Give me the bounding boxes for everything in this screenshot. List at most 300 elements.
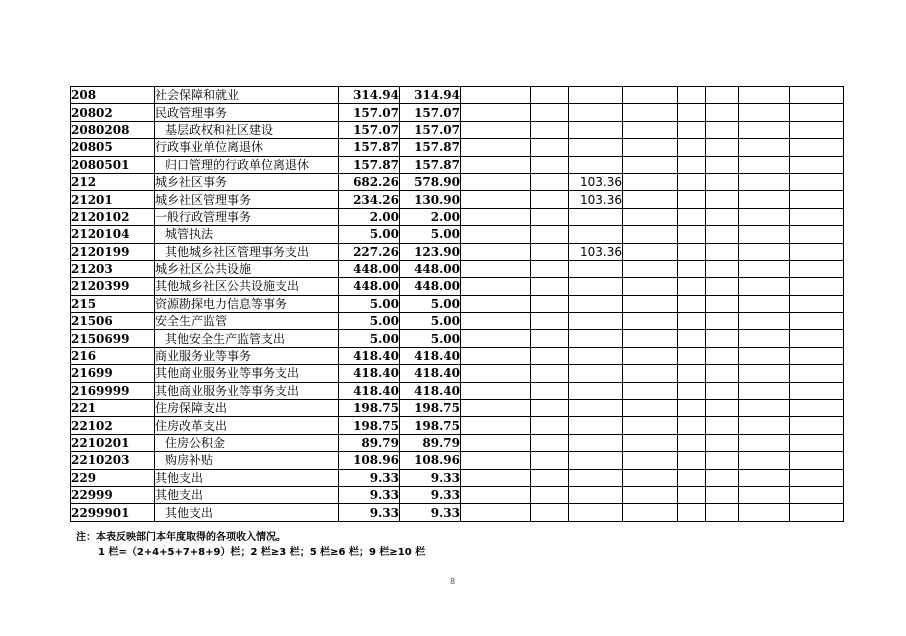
empty-cell <box>461 347 531 364</box>
page-number: 8 <box>450 577 456 586</box>
empty-cell <box>790 260 844 277</box>
table-row <box>71 382 844 399</box>
empty-cell <box>739 260 790 277</box>
empty-cell <box>678 121 706 138</box>
fiscal-allocation-cell: 314.94 <box>400 87 461 104</box>
empty-cell <box>678 330 706 347</box>
empty-cell <box>531 313 569 330</box>
subject-name-cell: 其他支出 <box>155 504 339 521</box>
total-income-cell: 2.00 <box>339 208 400 225</box>
empty-cell <box>531 87 569 104</box>
empty-cell <box>678 313 706 330</box>
fiscal-allocation-cell: 418.40 <box>400 347 461 364</box>
empty-cell <box>461 278 531 295</box>
empty-cell <box>706 208 739 225</box>
total-income-cell: 9.33 <box>339 486 400 503</box>
empty-cell <box>623 469 678 486</box>
other-income-cell <box>569 139 623 156</box>
empty-cell <box>623 330 678 347</box>
empty-cell <box>461 104 531 121</box>
fiscal-allocation-cell: 157.87 <box>400 139 461 156</box>
empty-cell <box>739 434 790 451</box>
subject-name-cell: 社会保障和就业 <box>155 87 339 104</box>
empty-cell <box>739 330 790 347</box>
empty-cell <box>531 208 569 225</box>
fiscal-allocation-cell: 448.00 <box>400 260 461 277</box>
empty-cell <box>739 452 790 469</box>
other-income-cell <box>569 417 623 434</box>
empty-cell <box>678 260 706 277</box>
empty-cell <box>678 295 706 312</box>
table-row <box>71 208 844 225</box>
table-row <box>71 313 844 330</box>
empty-cell <box>790 313 844 330</box>
empty-cell <box>706 295 739 312</box>
subject-name-cell: 其他安全生产监管支出 <box>155 330 339 347</box>
other-income-cell <box>569 382 623 399</box>
empty-cell <box>790 400 844 417</box>
subject-code-cell: 21506 <box>71 313 155 330</box>
empty-cell <box>790 469 844 486</box>
empty-cell <box>623 295 678 312</box>
table-row <box>71 486 844 503</box>
empty-cell <box>623 382 678 399</box>
empty-cell <box>790 504 844 521</box>
subject-name-cell: 其他支出 <box>155 486 339 503</box>
empty-cell <box>706 243 739 260</box>
subject-name-cell: 行政事业单位离退休 <box>155 139 339 156</box>
empty-cell <box>461 173 531 190</box>
empty-cell <box>623 191 678 208</box>
empty-cell <box>461 469 531 486</box>
subject-code-cell: 20805 <box>71 139 155 156</box>
subject-name-cell: 其他城乡社区管理事务支出 <box>155 243 339 260</box>
other-income-cell <box>569 226 623 243</box>
table-row <box>71 243 844 260</box>
subject-code-cell: 21203 <box>71 260 155 277</box>
empty-cell <box>623 243 678 260</box>
empty-cell <box>706 278 739 295</box>
total-income-cell: 448.00 <box>339 278 400 295</box>
empty-cell <box>531 104 569 121</box>
empty-cell <box>461 260 531 277</box>
empty-cell <box>623 504 678 521</box>
empty-cell <box>623 278 678 295</box>
empty-cell <box>790 191 844 208</box>
empty-cell <box>790 382 844 399</box>
other-income-cell <box>569 486 623 503</box>
subject-name-cell: 基层政权和社区建设 <box>155 121 339 138</box>
empty-cell <box>790 365 844 382</box>
empty-cell <box>461 243 531 260</box>
subject-code-cell: 2210201 <box>71 434 155 451</box>
empty-cell <box>531 278 569 295</box>
other-income-cell <box>569 260 623 277</box>
empty-cell <box>706 191 739 208</box>
empty-cell <box>678 156 706 173</box>
empty-cell <box>678 434 706 451</box>
fiscal-allocation-cell: 5.00 <box>400 313 461 330</box>
empty-cell <box>790 278 844 295</box>
subject-code-cell: 208 <box>71 87 155 104</box>
subject-code-cell: 20802 <box>71 104 155 121</box>
total-income-cell: 157.87 <box>339 139 400 156</box>
subject-code-cell: 2210203 <box>71 452 155 469</box>
subject-code-cell: 215 <box>71 295 155 312</box>
subject-name-cell: 安全生产监管 <box>155 313 339 330</box>
empty-cell <box>678 382 706 399</box>
total-income-cell: 234.26 <box>339 191 400 208</box>
total-income-cell: 198.75 <box>339 400 400 417</box>
empty-cell <box>678 104 706 121</box>
empty-cell <box>739 87 790 104</box>
empty-cell <box>790 139 844 156</box>
empty-cell <box>531 139 569 156</box>
total-income-cell: 89.79 <box>339 434 400 451</box>
subject-code-cell: 22999 <box>71 486 155 503</box>
other-income-cell <box>569 121 623 138</box>
fiscal-allocation-cell: 89.79 <box>400 434 461 451</box>
empty-cell <box>531 347 569 364</box>
empty-cell <box>623 400 678 417</box>
empty-cell <box>678 347 706 364</box>
empty-cell <box>790 347 844 364</box>
fiscal-allocation-cell: 5.00 <box>400 226 461 243</box>
empty-cell <box>706 330 739 347</box>
subject-code-cell: 2080501 <box>71 156 155 173</box>
subject-name-cell: 其他商业服务业等事务支出 <box>155 382 339 399</box>
empty-cell <box>678 365 706 382</box>
subject-name-cell: 商业服务业等事务 <box>155 347 339 364</box>
fiscal-allocation-cell: 5.00 <box>400 330 461 347</box>
empty-cell <box>739 347 790 364</box>
total-income-cell: 418.40 <box>339 347 400 364</box>
empty-cell <box>739 243 790 260</box>
subject-name-cell: 归口管理的行政单位离退休 <box>155 156 339 173</box>
subject-name-cell: 城管执法 <box>155 226 339 243</box>
table-row <box>71 417 844 434</box>
empty-cell <box>706 313 739 330</box>
empty-cell <box>461 417 531 434</box>
subject-name-cell: 城乡社区公共设施 <box>155 260 339 277</box>
other-income-cell <box>569 469 623 486</box>
empty-cell <box>678 226 706 243</box>
empty-cell <box>706 434 739 451</box>
empty-cell <box>739 313 790 330</box>
subject-code-cell: 2120199 <box>71 243 155 260</box>
empty-cell <box>461 486 531 503</box>
subject-name-cell: 其他支出 <box>155 469 339 486</box>
subject-name-cell: 城乡社区管理事务 <box>155 191 339 208</box>
empty-cell <box>790 208 844 225</box>
subject-code-cell: 2120104 <box>71 226 155 243</box>
total-income-cell: 5.00 <box>339 295 400 312</box>
empty-cell <box>531 330 569 347</box>
subject-code-cell: 21201 <box>71 191 155 208</box>
empty-cell <box>739 139 790 156</box>
empty-cell <box>739 121 790 138</box>
empty-cell <box>461 208 531 225</box>
empty-cell <box>531 156 569 173</box>
fiscal-allocation-cell: 157.07 <box>400 121 461 138</box>
empty-cell <box>706 347 739 364</box>
table-row <box>71 452 844 469</box>
empty-cell <box>678 452 706 469</box>
empty-cell <box>678 504 706 521</box>
subject-name-cell: 一般行政管理事务 <box>155 208 339 225</box>
subject-code-cell: 221 <box>71 400 155 417</box>
empty-cell <box>623 226 678 243</box>
empty-cell <box>623 208 678 225</box>
total-income-cell: 157.07 <box>339 104 400 121</box>
empty-cell <box>623 486 678 503</box>
other-income-cell <box>569 104 623 121</box>
other-income-cell: 103.36 <box>569 191 623 208</box>
empty-cell <box>461 87 531 104</box>
empty-cell <box>531 486 569 503</box>
empty-cell <box>739 278 790 295</box>
empty-cell <box>461 295 531 312</box>
total-income-cell: 418.40 <box>339 382 400 399</box>
other-income-cell <box>569 400 623 417</box>
empty-cell <box>790 104 844 121</box>
fiscal-allocation-cell: 2.00 <box>400 208 461 225</box>
empty-cell <box>706 452 739 469</box>
empty-cell <box>623 260 678 277</box>
empty-cell <box>706 382 739 399</box>
empty-cell <box>531 191 569 208</box>
other-income-cell <box>569 434 623 451</box>
other-income-cell <box>569 295 623 312</box>
empty-cell <box>739 486 790 503</box>
other-income-cell <box>569 365 623 382</box>
empty-cell <box>790 486 844 503</box>
table-row <box>71 121 844 138</box>
fiscal-allocation-cell: 157.07 <box>400 104 461 121</box>
fiscal-allocation-cell: 123.90 <box>400 243 461 260</box>
empty-cell <box>461 139 531 156</box>
table-row <box>71 278 844 295</box>
total-income-cell: 682.26 <box>339 173 400 190</box>
empty-cell <box>706 486 739 503</box>
empty-cell <box>790 330 844 347</box>
empty-cell <box>531 504 569 521</box>
income-table <box>70 86 844 522</box>
empty-cell <box>623 313 678 330</box>
table-row <box>71 139 844 156</box>
total-income-cell: 314.94 <box>339 87 400 104</box>
empty-cell <box>531 400 569 417</box>
empty-cell <box>739 156 790 173</box>
empty-cell <box>790 156 844 173</box>
table-row <box>71 330 844 347</box>
fiscal-allocation-cell: 157.87 <box>400 156 461 173</box>
empty-cell <box>678 417 706 434</box>
empty-cell <box>461 400 531 417</box>
empty-cell <box>678 278 706 295</box>
empty-cell <box>678 469 706 486</box>
other-income-cell <box>569 208 623 225</box>
empty-cell <box>739 469 790 486</box>
empty-cell <box>790 452 844 469</box>
empty-cell <box>790 87 844 104</box>
subject-code-cell: 21699 <box>71 365 155 382</box>
empty-cell <box>531 365 569 382</box>
other-income-cell: 103.36 <box>569 243 623 260</box>
table-row <box>71 365 844 382</box>
total-income-cell: 157.87 <box>339 156 400 173</box>
subject-code-cell: 2150699 <box>71 330 155 347</box>
empty-cell <box>678 208 706 225</box>
empty-cell <box>461 382 531 399</box>
empty-cell <box>461 121 531 138</box>
empty-cell <box>790 121 844 138</box>
subject-name-cell: 住房改革支出 <box>155 417 339 434</box>
empty-cell <box>678 486 706 503</box>
table-row <box>71 504 844 521</box>
fiscal-allocation-cell: 578.90 <box>400 173 461 190</box>
fiscal-allocation-cell: 418.40 <box>400 365 461 382</box>
total-income-cell: 108.96 <box>339 452 400 469</box>
total-income-cell: 227.26 <box>339 243 400 260</box>
empty-cell <box>706 365 739 382</box>
empty-cell <box>739 104 790 121</box>
empty-cell <box>678 191 706 208</box>
empty-cell <box>706 226 739 243</box>
empty-cell <box>461 191 531 208</box>
empty-cell <box>790 295 844 312</box>
subject-name-cell: 购房补贴 <box>155 452 339 469</box>
subject-name-cell: 住房公积金 <box>155 434 339 451</box>
table-row <box>71 104 844 121</box>
empty-cell <box>531 121 569 138</box>
table-row <box>71 295 844 312</box>
empty-cell <box>461 452 531 469</box>
empty-cell <box>531 243 569 260</box>
empty-cell <box>706 400 739 417</box>
fiscal-allocation-cell: 9.33 <box>400 469 461 486</box>
table-row <box>71 434 844 451</box>
table-row <box>71 226 844 243</box>
fiscal-allocation-cell: 130.90 <box>400 191 461 208</box>
empty-cell <box>790 173 844 190</box>
empty-cell <box>678 139 706 156</box>
subject-code-cell: 216 <box>71 347 155 364</box>
column-rule-note: 1 栏=（2+4+5+7+8+9）栏；2 栏≥3 栏；5 栏≥6 栏；9 栏≥10 栏 <box>98 547 426 558</box>
empty-cell <box>706 504 739 521</box>
other-income-cell <box>569 87 623 104</box>
other-income-cell <box>569 452 623 469</box>
table-row <box>71 347 844 364</box>
subject-code-cell: 229 <box>71 469 155 486</box>
empty-cell <box>623 104 678 121</box>
empty-cell <box>706 156 739 173</box>
subject-name-cell: 城乡社区事务 <box>155 173 339 190</box>
subject-name-cell: 住房保障支出 <box>155 400 339 417</box>
empty-cell <box>706 121 739 138</box>
fiscal-allocation-cell: 9.33 <box>400 504 461 521</box>
empty-cell <box>790 226 844 243</box>
empty-cell <box>461 156 531 173</box>
empty-cell <box>531 469 569 486</box>
empty-cell <box>739 208 790 225</box>
other-income-cell <box>569 330 623 347</box>
empty-cell <box>739 504 790 521</box>
empty-cell <box>706 139 739 156</box>
table-row <box>71 191 844 208</box>
fiscal-allocation-cell: 198.75 <box>400 400 461 417</box>
subject-code-cell: 2299901 <box>71 504 155 521</box>
empty-cell <box>531 434 569 451</box>
fiscal-allocation-cell: 448.00 <box>400 278 461 295</box>
table-row <box>71 87 844 104</box>
empty-cell <box>790 434 844 451</box>
empty-cell <box>739 226 790 243</box>
subject-name-cell: 其他商业服务业等事务支出 <box>155 365 339 382</box>
empty-cell <box>623 121 678 138</box>
subject-name-cell: 资源勘探电力信息等事务 <box>155 295 339 312</box>
empty-cell <box>623 87 678 104</box>
empty-cell <box>790 417 844 434</box>
fiscal-allocation-cell: 5.00 <box>400 295 461 312</box>
empty-cell <box>531 382 569 399</box>
empty-cell <box>706 173 739 190</box>
other-income-cell: 103.36 <box>569 173 623 190</box>
total-income-cell: 9.33 <box>339 469 400 486</box>
empty-cell <box>461 504 531 521</box>
table-row <box>71 469 844 486</box>
table-row <box>71 260 844 277</box>
table-row <box>71 400 844 417</box>
table-row <box>71 173 844 190</box>
empty-cell <box>739 400 790 417</box>
subject-code-cell: 2080208 <box>71 121 155 138</box>
empty-cell <box>739 191 790 208</box>
total-income-cell: 5.00 <box>339 313 400 330</box>
total-income-cell: 198.75 <box>339 417 400 434</box>
empty-cell <box>531 295 569 312</box>
empty-cell <box>678 87 706 104</box>
empty-cell <box>531 452 569 469</box>
subject-name-cell: 民政管理事务 <box>155 104 339 121</box>
empty-cell <box>706 260 739 277</box>
empty-cell <box>790 243 844 260</box>
total-income-cell: 5.00 <box>339 330 400 347</box>
fiscal-allocation-cell: 108.96 <box>400 452 461 469</box>
empty-cell <box>678 243 706 260</box>
subject-code-cell: 2120102 <box>71 208 155 225</box>
other-income-cell <box>569 347 623 364</box>
empty-cell <box>678 400 706 417</box>
empty-cell <box>739 365 790 382</box>
empty-cell <box>461 313 531 330</box>
table-row <box>71 156 844 173</box>
empty-cell <box>706 104 739 121</box>
subject-name-cell: 其他城乡社区公共设施支出 <box>155 278 339 295</box>
empty-cell <box>623 156 678 173</box>
total-income-cell: 9.33 <box>339 504 400 521</box>
empty-cell <box>706 469 739 486</box>
empty-cell <box>706 417 739 434</box>
empty-cell <box>461 226 531 243</box>
empty-cell <box>623 417 678 434</box>
other-income-cell <box>569 156 623 173</box>
empty-cell <box>623 434 678 451</box>
table-note: 注：本表反映部门本年度取得的各项收入情况。 <box>76 532 286 543</box>
empty-cell <box>623 139 678 156</box>
fiscal-allocation-cell: 9.33 <box>400 486 461 503</box>
empty-cell <box>531 417 569 434</box>
